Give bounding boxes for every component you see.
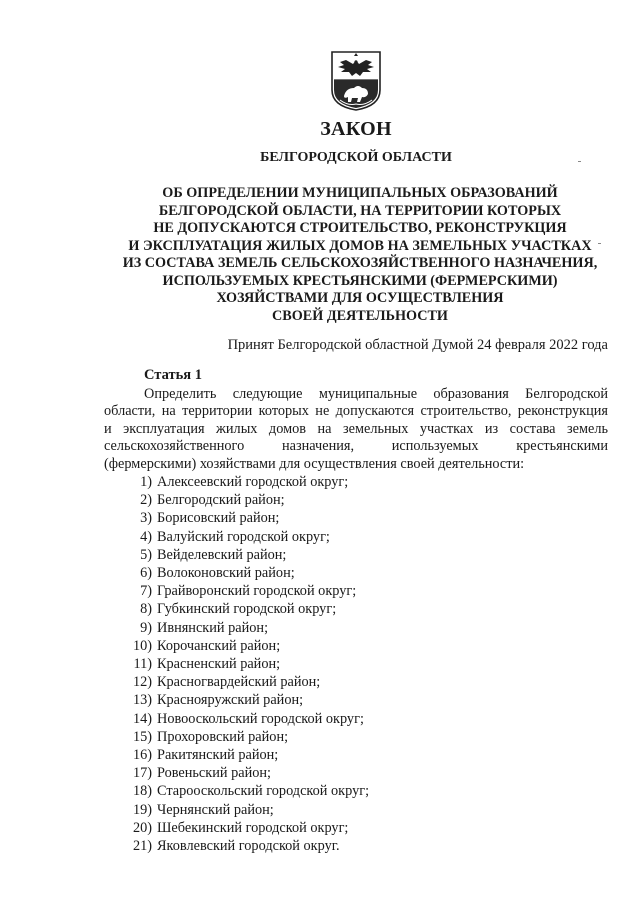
intro-line: области, на территории которых не допускаются строительство, реконструкция: [104, 403, 608, 420]
scan-artifact: [598, 243, 601, 244]
list-item-text: Валуйский городской округ;: [157, 528, 330, 545]
list-item: [104, 710, 369, 728]
list-item-number: 20): [132, 819, 152, 836]
list-item-number: 1): [140, 474, 152, 490]
article-intro: [104, 386, 608, 473]
list-item: [104, 619, 369, 637]
document-region: БЕЛГОРОДСКОЙ ОБЛАСТИ: [260, 150, 452, 165]
list-item-text: Корочанский район;: [157, 637, 281, 654]
list-item-number: 2): [140, 492, 152, 509]
list-item-number: 12): [132, 674, 152, 691]
list-item-text: Ракитянский район;: [157, 747, 279, 764]
list-item: [104, 801, 369, 819]
list-item-text: Новооскольский городской округ;: [157, 710, 364, 727]
heading-line: ОБ ОПРЕДЕЛЕНИИ МУНИЦИПАЛЬНЫХ ОБРАЗОВАНИЙ: [162, 185, 558, 201]
list-item-text: Ивнянский район;: [157, 619, 269, 636]
list-item-number: 17): [132, 765, 152, 782]
heading-line: ИСПОЛЬЗУЕМЫХ КРЕСТЬЯНСКИМИ (ФЕРМЕРСКИМИ): [162, 272, 558, 289]
list-item: [104, 546, 369, 564]
list-item-number: 7): [140, 583, 152, 600]
adoption-note: Принят Белгородской областной Думой 24 февраля 2022 года: [227, 337, 608, 353]
list-item-number: 5): [140, 546, 152, 563]
list-item-text: Шебекинский городской округ;: [157, 819, 349, 836]
list-item-number: 8): [140, 601, 152, 618]
list-item: [104, 637, 369, 655]
list-item-number: 4): [140, 528, 152, 545]
document-title: ЗАКОН: [320, 118, 392, 140]
list-item: [104, 673, 369, 691]
list-item-text: Краснояружский район;: [157, 692, 304, 709]
list-item-number: 18): [132, 783, 152, 800]
list-item-text: Грайворонский городской округ;: [157, 583, 357, 600]
list-item-text: Губкинский городской округ;: [157, 601, 337, 618]
list-item: [104, 582, 369, 600]
coat-of-arms-icon: [330, 50, 382, 112]
list-item-number: 16): [132, 747, 152, 764]
list-item: [104, 837, 369, 855]
list-item-text: Вейделевский район;: [157, 546, 287, 563]
scan-artifact: [578, 161, 581, 162]
list-item: [104, 764, 369, 782]
law-heading: [90, 185, 630, 325]
intro-line: сельскохозяйственного назначения, используемых крестьянскими: [104, 438, 608, 455]
article-title: Статья 1: [144, 367, 202, 383]
list-item-number: 3): [140, 510, 152, 527]
heading-line: ИЗ СОСТАВА ЗЕМЕЛЬ СЕЛЬСКОХОЗЯЙСТВЕННОГО НАЗНАЧЕНИЯ,: [122, 255, 598, 271]
list-item: [104, 564, 369, 582]
intro-line: и эксплуатация жилых домов на земельных участках из состава земель: [104, 420, 608, 437]
list-item-number: 11): [133, 656, 152, 673]
list-item: [104, 728, 369, 746]
list-item-number: 13): [132, 692, 152, 709]
list-item: [104, 473, 369, 491]
list-item-text: Прохоровский район;: [157, 728, 289, 745]
list-item-number: 15): [132, 728, 152, 745]
list-item: [104, 509, 369, 527]
list-item: [104, 782, 369, 800]
heading-line: И ЭКСПЛУАТАЦИЯ ЖИЛЫХ ДОМОВ НА ЗЕМЕЛЬНЫХ УЧАСТКАХ: [128, 237, 592, 254]
list-item: [104, 528, 369, 546]
intro-line: Определить следующие муниципальные образования Белгородской: [144, 386, 608, 402]
heading-line: СВОЕЙ ДЕЯТЕЛЬНОСТИ: [272, 307, 448, 324]
list-item: [104, 691, 369, 709]
list-item-text: Чернянский район;: [157, 801, 274, 818]
list-item-text: Яковлевский городской округ.: [157, 838, 340, 855]
municipality-list: [104, 473, 369, 855]
list-item-text: Красногвардейский район;: [157, 674, 321, 691]
list-item-number: 21): [132, 838, 152, 855]
list-item-text: Старооскольский городской округ;: [157, 783, 370, 800]
list-item: [104, 746, 369, 764]
list-item-number: 9): [140, 619, 152, 636]
heading-line: БЕЛГОРОДСКОЙ ОБЛАСТИ, НА ТЕРРИТОРИИ КОТОРЫХ: [158, 202, 562, 219]
heading-line: ХОЗЯЙСТВАМИ ДЛЯ ОСУЩЕСТВЛЕНИЯ: [216, 290, 504, 306]
list-item-text: Белгородский район;: [157, 492, 285, 509]
list-item-number: 10): [132, 637, 152, 654]
heading-line: НЕ ДОПУСКАЮТСЯ СТРОИТЕЛЬСТВО, РЕКОНСТРУКЦИЯ: [153, 220, 567, 236]
list-item: [104, 491, 369, 509]
list-item-text: Красненский район;: [157, 656, 281, 673]
list-item: [104, 655, 369, 673]
list-item-number: 14): [132, 710, 152, 727]
list-item: [104, 600, 369, 618]
list-item: [104, 819, 369, 837]
list-item-text: Ровеньский район;: [157, 765, 272, 782]
list-item-text: Алексеевский городской округ;: [157, 474, 349, 490]
list-item-number: 19): [132, 801, 152, 818]
list-item-number: 6): [140, 565, 152, 582]
list-item-text: Борисовский район;: [157, 510, 280, 527]
list-item-text: Волоконовский район;: [157, 565, 295, 582]
intro-line: (фермерскими) хозяйствами для осуществления своей деятельности:: [104, 455, 525, 472]
